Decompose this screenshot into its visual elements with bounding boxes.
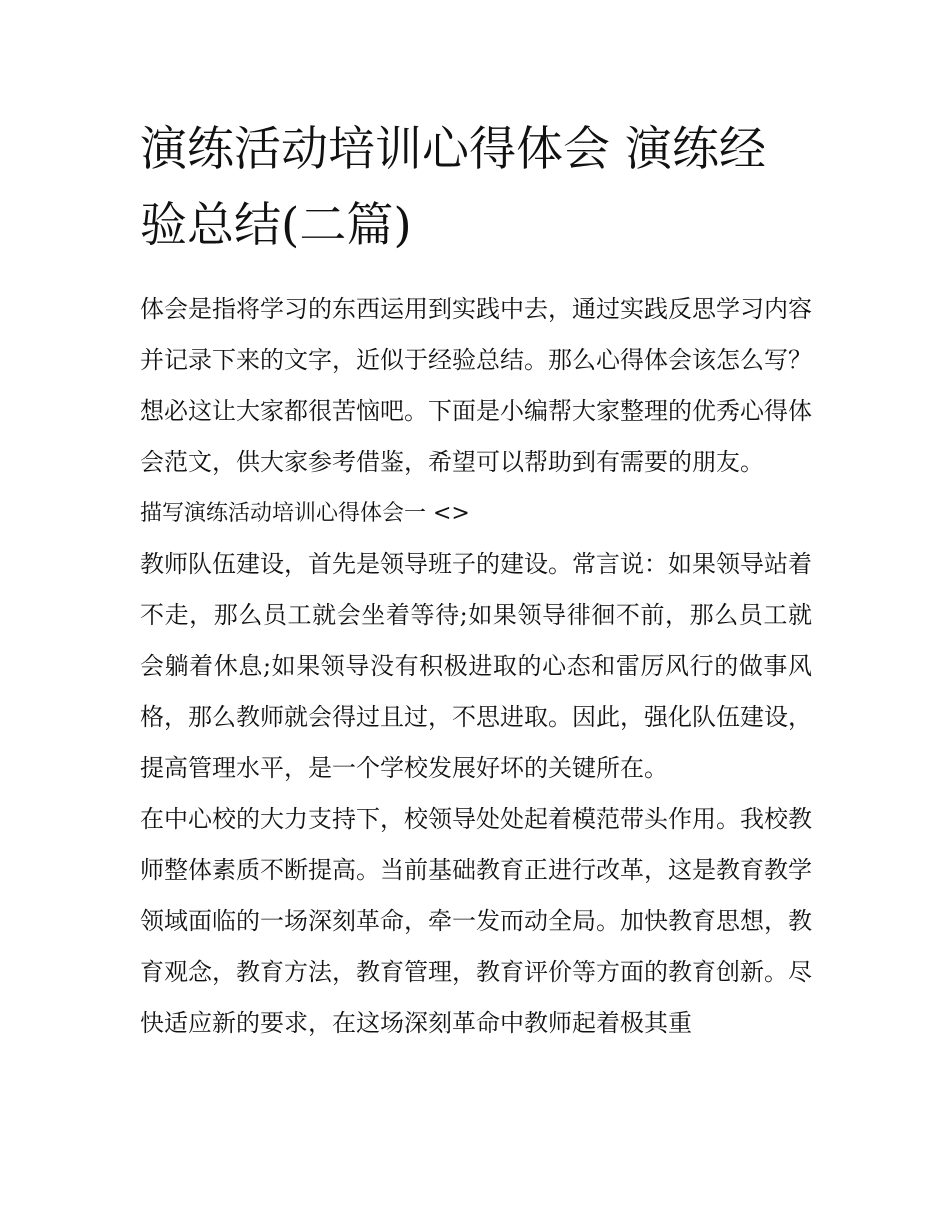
body-paragraph-2: 在中心校的大力支持下，校领导处处起着模范带头作用。我校教师整体素质不断提高。当前基础教育正进行改革，这是教育教学领域面临的一场深刻革命，牵一发而动全局。加快教育思想，教育观念，教育方法，教育管理，教育评价等方面的教育创新。尽快适应新的要求，在这场深刻革命中教师起着极其重: [140, 805, 812, 1037]
document-title: 演练活动培训心得体会 演练经验总结(二篇): [140, 122, 766, 253]
body-paragraph-1: 教师队伍建设，首先是领导班子的建设。常言说：如果领导站着不走，那么员工就会坐着等待;如果领导徘徊不前，那么员工就会躺着休息;如果领导没有积极进取的心态和雷厉风行的做事风格，那么教师就会得过且过，不思进取。因此，强化队伍建设，提高管理水平，是一个学校发展好坏的关键所在。: [140, 550, 812, 782]
intro-paragraph: 体会是指将学习的东西运用到实践中去，通过实践反思学习内容并记录下来的文字，近似于经验总结。那么心得体会该怎么写？想必这让大家都很苦恼吧。下面是小编帮大家整理的优秀心得体会范文，供大家参考借鉴，希望可以帮助到有需要的朋友。: [140, 295, 812, 476]
document-page: [140, 112, 812, 1049]
section-heading: 描写演练活动培训心得体会一 <>: [140, 501, 470, 526]
